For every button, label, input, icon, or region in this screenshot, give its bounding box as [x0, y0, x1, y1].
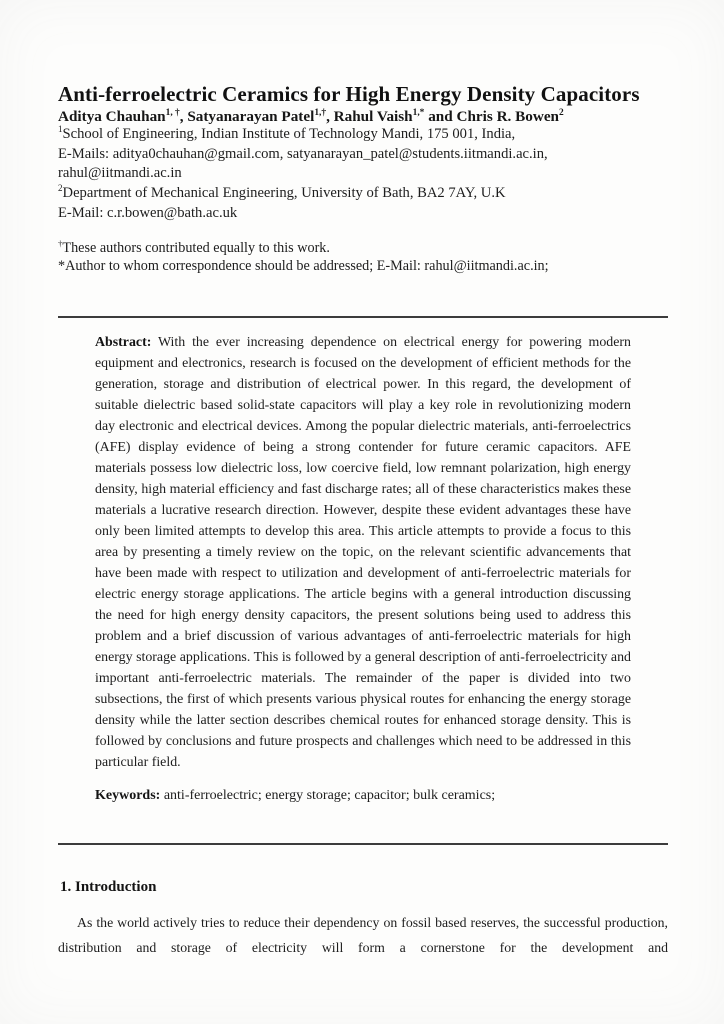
author-superscript: 1, †	[165, 107, 180, 118]
author-name: Chris R. Bowen$^2$	[456, 107, 564, 125]
footnote-line: *Author to whom correspondence should be addressed; E-Mail: rahul@iitmandi.ac.in;	[58, 258, 549, 275]
affiliation-line: E-Mails: aditya0chauhan@gmail.com, satyanarayan_patel@students.iitmandi.ac.in,	[58, 145, 548, 162]
author-name: Aditya Chauhan$^{1, \dagger}$,	[58, 107, 188, 125]
affiliation-superscript: 1	[58, 124, 63, 135]
paper-title: Anti-ferroelectric Ceramics for High Energy Density Capacitors	[58, 82, 640, 106]
affiliation-line: $^2$Department of Mechanical Engineering, University of Bath, BA2 7AY, U.K	[58, 183, 506, 202]
abstract-block	[95, 332, 631, 806]
affiliation-line: rahul@iitmandi.ac.in	[58, 165, 182, 182]
introduction-paragraph: As the world actively tries to reduce their dependency on fossil based reserves, the successful production, distribution and storage of electricity will form a cornerstone for the development and	[58, 915, 668, 955]
horizontal-rule-bottom	[58, 843, 668, 845]
keywords-label: Keywords:	[95, 788, 161, 803]
affiliation-line: $^1$School of Engineering, Indian Institute of Technology Mandi, 175 001, India,	[58, 124, 516, 142]
author-superscript: 1,†	[314, 107, 327, 118]
author-separator: ,	[326, 108, 334, 125]
footnote-line: †These authors contributed equally to this work.	[58, 238, 330, 256]
abstract-paragraph	[95, 332, 631, 773]
affiliation-line: E-Mail: c.r.bowen@bath.ac.uk	[58, 204, 238, 221]
author-superscript: 1,*	[412, 107, 425, 118]
footnotes-block	[58, 239, 678, 276]
dagger-superscript: †	[58, 238, 63, 249]
keywords-text: anti-ferroelectric; energy storage; capacitor; bulk ceramics;	[163, 788, 496, 803]
author-name: Rahul Vaish$^{1,*}$ and	[333, 107, 457, 125]
affiliation-superscript: 2	[58, 183, 63, 194]
keywords-line	[95, 785, 631, 806]
section-heading-introduction: 1. Introduction	[60, 879, 157, 895]
author-line	[58, 107, 678, 127]
abstract-label: Abstract:	[95, 335, 152, 350]
abstract-text: With the ever increasing dependence on electrical energy for powering modern equipment and electronics, research is focused on the development of efficient methods for the generation, storage and distribution of electrical power. In this regard, the development of suitable dielectric based solid-state capacitors will play a key role in revolutionizing modern day electronic and electrical devices. Among the popular dielectric materials, anti-ferroelectrics (AFE) display evidence of being a strong contender for future ceramic capacitors. AFE materials possess low dielectric loss, low coercive field, low remnant polarization, high energy density, high material efficiency and fast discharge rates; all of these characteristics makes these materials a lucrative research direction. However, despite these evident advantages these have only been limited attempts to develop this area. This article attempts to provide a focus to this area by presenting a timely review on the topic, on the relevant scientific advancements that have been made with respect to utilization and development of anti-ferroelectric materials for electric energy storage applications. The article begins with a general introduction discussing the need for high energy density capacitors, the present solutions being used to address this problem and a brief discussion of various advantages of anti-ferroelectric materials for high energy storage applications. This is followed by a general description of anti-ferroelectricity and important anti-ferroelectric materials. The remainder of the paper is divided into two subsections, the first of which presents various physical routes for enhancing the energy storage density while the latter section describes chemical routes for enhanced storage density. This is followed by conclusions and future prospects and challenges which need to be addressed in this particular field.	[95, 335, 631, 770]
author-superscript: 2	[559, 107, 564, 118]
affiliations-block	[58, 125, 678, 224]
horizontal-rule-top	[58, 316, 668, 318]
author-separator: and	[424, 108, 457, 125]
author-separator: ,	[179, 108, 188, 125]
author-name: Satyanarayan Patel$^{1,\dagger}$,	[187, 107, 334, 125]
